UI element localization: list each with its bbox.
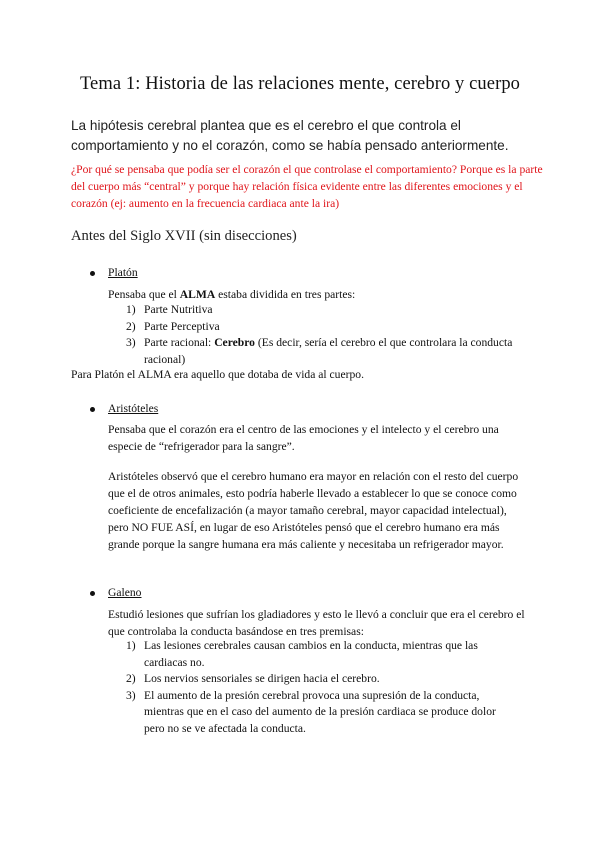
list-item: [126, 335, 526, 368]
platon-after: Para Platón el ALMA era aquello que dotaba de vida al cuerpo.: [71, 368, 364, 381]
platon-description: [108, 286, 528, 303]
list-number: 2): [126, 319, 136, 333]
question-paragraph: ¿Por qué se pensaba que podía ser el corazón el que controlase el comportamiento? Porque es la parte del cuerpo más “central” y porque hay relación física evidente entre las diferentes emociones y el corazón (ej: aumento en la frecuencia cardiaca ante la ira): [71, 163, 543, 210]
list-number: 2): [126, 672, 136, 685]
list-text: (Es decir, sería el cerebro el que controlara la conducta racional): [144, 336, 513, 366]
page-title: Tema 1: Historia de las relaciones mente, cerebro y cuerpo: [79, 74, 521, 94]
platon-desc-pre: Pensaba que el: [108, 288, 180, 301]
galeno-name: Galeno: [108, 586, 142, 599]
galeno-list: [126, 638, 506, 737]
list-text: Parte Nutritiva: [144, 303, 213, 316]
list-item: [126, 319, 526, 336]
galeno-paragraph: Estudió lesiones que sufrían los gladiadores y esto le llevó a concluir que era el cerebro el que controlaba la conducta basándose en tres premisas:: [108, 608, 525, 638]
list-text: Los nervios sensoriales se dirigen hacia el cerebro.: [144, 672, 380, 685]
platon-list: [126, 302, 526, 368]
bullet-icon: [90, 407, 95, 412]
list-item: [126, 671, 506, 688]
aristoteles-paragraph-1: Pensaba que el corazón era el centro de las emociones y el intelecto y el cerebro una especie de “refrigerador para la sangre”.: [108, 423, 499, 453]
intro-paragraph: La hipótesis cerebral plantea que es el cerebro el que controla el comportamiento y no el corazón, como se había pensado anteriormente.: [71, 118, 509, 153]
list-text: Parte racional:: [144, 336, 215, 349]
list-number: 3): [126, 336, 136, 349]
list-item: [126, 302, 526, 319]
platon-desc-bold: ALMA: [179, 288, 216, 301]
bullet-icon: [90, 591, 95, 596]
list-number: 1): [126, 639, 136, 652]
bullet-icon: [90, 271, 95, 276]
list-text: Parte Perceptiva: [144, 319, 220, 333]
list-number: 3): [126, 688, 136, 702]
section-heading: Antes del Siglo XVII (sin disecciones): [71, 228, 297, 244]
list-number: 1): [126, 303, 136, 316]
aristoteles-paragraph-2: Aristóteles observó que el cerebro humano era mayor en relación con el resto del cuerpo que el de otros animales, esto podría haberle llevado a establecer lo que se conoce como coeficiente de encefalización (a mayor tamaño cerebral, mayor capacidad intelectual), pero NO FUE ASÍ, en lugar de eso Aristóteles pensó que el cerebro humano era más grande porque la sangre humana era más caliente y necesitaba un refrigerador mayor.: [108, 470, 519, 551]
aristoteles-name: Aristóteles: [108, 402, 159, 415]
list-text: El aumento de la presión cerebral provoca una supresión de la conducta, mientras que en el caso del aumento de la presión cardiaca se produce dolor pero no se ve afectada la conducta.: [144, 688, 496, 735]
list-item: [126, 638, 506, 671]
platon-desc-post: estaba dividida en tres partes:: [215, 288, 356, 301]
list-text-bold: Cerebro: [214, 336, 255, 349]
platon-name: Platón: [108, 266, 138, 279]
list-item: [126, 688, 506, 738]
list-text: Las lesiones cerebrales causan cambios en la conducta, mientras que las cardiacas no.: [144, 639, 478, 669]
